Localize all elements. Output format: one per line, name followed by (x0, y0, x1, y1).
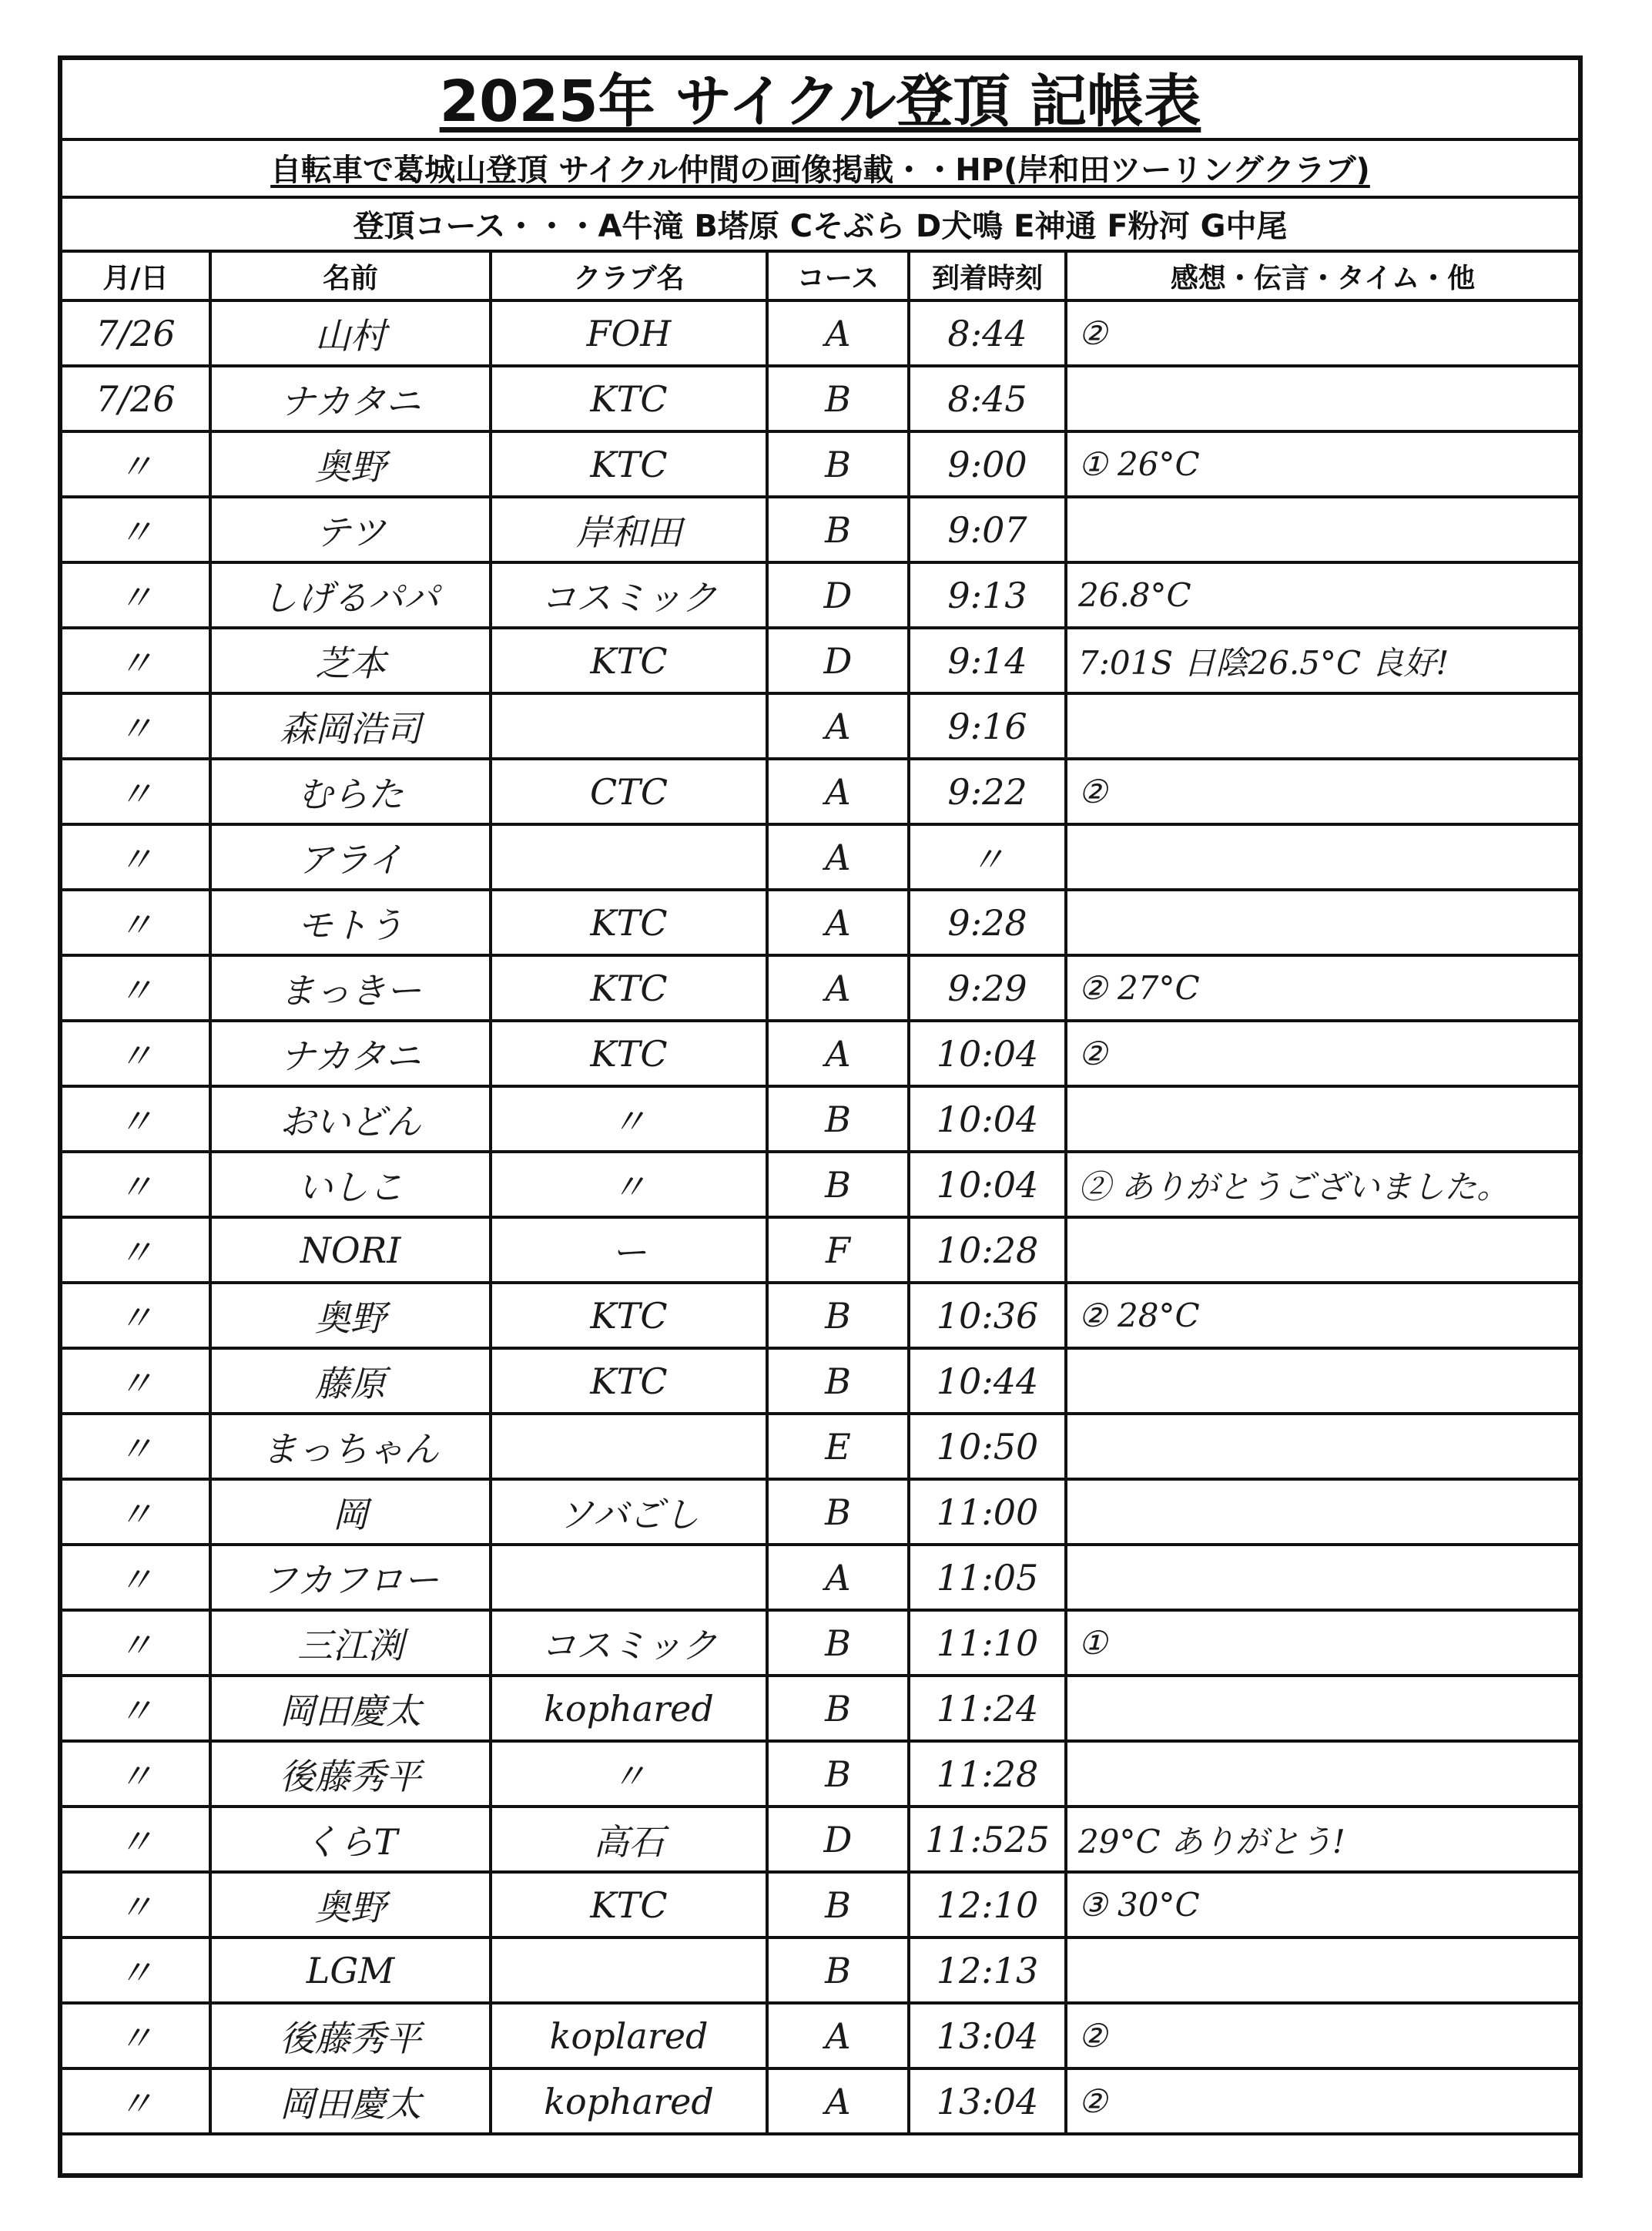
log-sheet (58, 55, 1583, 2178)
cell-date: 〃 (62, 824, 210, 890)
cell-course: B (767, 1283, 909, 1348)
cell-name: 芝本 (210, 628, 491, 693)
cell-name: 岡 (210, 1479, 491, 1545)
col-comment: 感想・伝言・タイム・他 (1066, 253, 1578, 300)
cell-comment (1066, 1086, 1578, 1152)
cell-date: 〃 (62, 1545, 210, 1610)
cell-time: 10:04 (909, 1152, 1066, 1217)
cell-course: E (767, 1414, 909, 1479)
cell-club: KTC (491, 628, 767, 693)
table-row (62, 1086, 1578, 1152)
cell-club: 〃 (491, 1086, 767, 1152)
cell-time: 9:07 (909, 497, 1066, 562)
subtitle (62, 141, 1578, 199)
cell-course: B (767, 1152, 909, 1217)
table-row (62, 1807, 1578, 1872)
cell-date: 〃 (62, 1414, 210, 1479)
cell-club: コスミック (491, 562, 767, 628)
cell-name: 奥野 (210, 431, 491, 497)
cell-time: 11:05 (909, 1545, 1066, 1610)
cell-club: 〃 (491, 1741, 767, 1807)
cell-name: アライ (210, 824, 491, 890)
cell-date: 〃 (62, 1348, 210, 1414)
cell-time: 11:00 (909, 1479, 1066, 1545)
cell-time: 13:04 (909, 2003, 1066, 2068)
table-row (62, 1545, 1578, 1610)
table-row (62, 628, 1578, 693)
cell-comment: ② (1066, 759, 1578, 824)
cell-name: ナカタニ (210, 1021, 491, 1086)
cell-name: 山村 (210, 300, 491, 366)
cell-time: 9:29 (909, 955, 1066, 1021)
cell-date: 〃 (62, 1676, 210, 1741)
cell-time: 11:28 (909, 1741, 1066, 1807)
cell-time: 10:04 (909, 1086, 1066, 1152)
cell-comment: 29°C ありがとう! (1066, 1807, 1578, 1872)
cell-comment (1066, 366, 1578, 431)
cell-comment: ② 27°C (1066, 955, 1578, 1021)
cell-name: ナカタニ (210, 366, 491, 431)
cell-name: おいどん (210, 1086, 491, 1152)
cell-date: 〃 (62, 2068, 210, 2134)
cell-club: FOH (491, 300, 767, 366)
table-row (62, 693, 1578, 759)
cell-time: 9:00 (909, 431, 1066, 497)
cell-comment (1066, 497, 1578, 562)
table-row (62, 890, 1578, 955)
cell-comment: ① 26°C (1066, 431, 1578, 497)
cell-course: A (767, 955, 909, 1021)
cell-club: KTC (491, 366, 767, 431)
cell-name: 奥野 (210, 1283, 491, 1348)
table-row (62, 562, 1578, 628)
cell-name: フカフロー (210, 1545, 491, 1610)
cell-club: 〃 (491, 1152, 767, 1217)
cell-time: 9:14 (909, 628, 1066, 693)
cell-date: 〃 (62, 1741, 210, 1807)
subtitle-text: 自転車で葛城山登頂 サイクル仲間の画像掲載・・HP(岸和田ツーリングクラブ) (270, 153, 1370, 188)
cell-date: 〃 (62, 1807, 210, 1872)
table-row (62, 955, 1578, 1021)
cell-club: CTC (491, 759, 767, 824)
table-row (62, 1610, 1578, 1676)
cell-course: B (767, 497, 909, 562)
col-time: 到着時刻 (909, 253, 1066, 300)
cell-date: 7/26 (62, 300, 210, 366)
cell-comment (1066, 824, 1578, 890)
cell-date: 〃 (62, 1152, 210, 1217)
table-row (62, 1348, 1578, 1414)
cell-date: 〃 (62, 1086, 210, 1152)
cell-name: まっちゃん (210, 1414, 491, 1479)
col-club: クラブ名 (491, 253, 767, 300)
cell-club: KTC (491, 431, 767, 497)
cell-comment (1066, 1348, 1578, 1414)
cell-name: まっきー (210, 955, 491, 1021)
cell-date: 〃 (62, 497, 210, 562)
cell-date: 〃 (62, 759, 210, 824)
cell-comment: ② (1066, 1021, 1578, 1086)
cell-comment: ② (1066, 300, 1578, 366)
cell-comment: ② (1066, 2068, 1578, 2134)
cell-course: B (767, 366, 909, 431)
cell-time: 9:28 (909, 890, 1066, 955)
cell-name: くらT (210, 1807, 491, 1872)
cell-course: A (767, 2003, 909, 2068)
table-row (62, 2068, 1578, 2134)
cell-club: KTC (491, 890, 767, 955)
col-name: 名前 (210, 253, 491, 300)
col-date: 月/日 (62, 253, 210, 300)
cell-comment: 7:01S 日陰26.5°C 良好! (1066, 628, 1578, 693)
cell-date: 〃 (62, 890, 210, 955)
cell-club: KTC (491, 1283, 767, 1348)
cell-time: 10:28 (909, 1217, 1066, 1283)
cell-comment: ② 28°C (1066, 1283, 1578, 1348)
cell-course: D (767, 628, 909, 693)
cell-club: kophared (491, 1676, 767, 1741)
cell-comment (1066, 693, 1578, 759)
cell-club: KTC (491, 1348, 767, 1414)
cell-time: 〃 (909, 824, 1066, 890)
cell-name: しげるパパ (210, 562, 491, 628)
col-course: コース (767, 253, 909, 300)
cell-comment (1066, 890, 1578, 955)
table-row (62, 2003, 1578, 2068)
cell-course: D (767, 562, 909, 628)
cell-name: 藤原 (210, 1348, 491, 1414)
cell-club: KTC (491, 1872, 767, 1937)
cell-name: むらた (210, 759, 491, 824)
cell-name: 後藤秀平 (210, 1741, 491, 1807)
cell-name: NORI (210, 1217, 491, 1283)
cell-time: 10:04 (909, 1021, 1066, 1086)
cell-course: B (767, 1937, 909, 2003)
cell-name: 三江渕 (210, 1610, 491, 1676)
table-row (62, 1937, 1578, 2003)
cell-course: A (767, 1021, 909, 1086)
table-row (62, 1872, 1578, 1937)
cell-date: 〃 (62, 1021, 210, 1086)
cell-club (491, 824, 767, 890)
cell-date: 〃 (62, 431, 210, 497)
cell-date: 〃 (62, 955, 210, 1021)
cell-date: 〃 (62, 693, 210, 759)
table-row (62, 1676, 1578, 1741)
cell-comment (1066, 1937, 1578, 2003)
cell-comment (1066, 1479, 1578, 1545)
cell-club: koplared (491, 2003, 767, 2068)
cell-date: 〃 (62, 1937, 210, 2003)
cell-club (491, 1545, 767, 1610)
cell-date: 〃 (62, 1479, 210, 1545)
cell-club (491, 1414, 767, 1479)
table-row (62, 824, 1578, 890)
cell-name: 岡田慶太 (210, 1676, 491, 1741)
cell-course: A (767, 2068, 909, 2134)
table-row (62, 1283, 1578, 1348)
cell-club: KTC (491, 955, 767, 1021)
cell-time: 11:525 (909, 1807, 1066, 1872)
cell-time: 9:16 (909, 693, 1066, 759)
table-row (62, 1479, 1578, 1545)
cell-course: A (767, 1545, 909, 1610)
cell-course: B (767, 1479, 909, 1545)
cell-club: コスミック (491, 1610, 767, 1676)
page-title: 2025年 サイクル登頂 記帳表 (62, 60, 1578, 141)
cell-name: テツ (210, 497, 491, 562)
cell-course: B (767, 431, 909, 497)
log-body (62, 300, 1578, 2134)
cell-club: kophared (491, 2068, 767, 2134)
cell-comment (1066, 1676, 1578, 1741)
cell-comment: ① (1066, 1610, 1578, 1676)
cell-course: B (767, 1348, 909, 1414)
cell-course: A (767, 300, 909, 366)
cell-course: B (767, 1676, 909, 1741)
cell-name: 後藤秀平 (210, 2003, 491, 2068)
cell-time: 9:22 (909, 759, 1066, 824)
cell-time: 11:10 (909, 1610, 1066, 1676)
cell-time: 13:04 (909, 2068, 1066, 2134)
cell-club: ー (491, 1217, 767, 1283)
cell-date: 〃 (62, 1610, 210, 1676)
table-row (62, 1741, 1578, 1807)
cell-date: 〃 (62, 2003, 210, 2068)
cell-course: F (767, 1217, 909, 1283)
cell-comment (1066, 1217, 1578, 1283)
cell-course: D (767, 1807, 909, 1872)
table-row (62, 497, 1578, 562)
table-row (62, 1217, 1578, 1283)
cell-club: 岸和田 (491, 497, 767, 562)
table-row (62, 1021, 1578, 1086)
log-table (62, 253, 1578, 2135)
cell-course: A (767, 759, 909, 824)
cell-time: 12:13 (909, 1937, 1066, 2003)
cell-course: A (767, 693, 909, 759)
cell-club (491, 1937, 767, 2003)
cell-club: ソバごし (491, 1479, 767, 1545)
cell-comment (1066, 1741, 1578, 1807)
cell-time: 10:36 (909, 1283, 1066, 1348)
cell-date: 〃 (62, 1217, 210, 1283)
course-legend: 登頂コース・・・A牛滝 B塔原 Cそぶら D犬鳴 E神通 F粉河 G中尾 (62, 199, 1578, 253)
cell-club (491, 693, 767, 759)
cell-time: 11:24 (909, 1676, 1066, 1741)
table-row (62, 431, 1578, 497)
cell-time: 10:50 (909, 1414, 1066, 1479)
cell-course: A (767, 824, 909, 890)
cell-time: 9:13 (909, 562, 1066, 628)
cell-date: 〃 (62, 562, 210, 628)
table-row (62, 1152, 1578, 1217)
cell-name: 岡田慶太 (210, 2068, 491, 2134)
cell-club: KTC (491, 1021, 767, 1086)
cell-comment (1066, 1414, 1578, 1479)
table-row (62, 366, 1578, 431)
table-row (62, 300, 1578, 366)
cell-time: 8:45 (909, 366, 1066, 431)
cell-comment: ③ 30°C (1066, 1872, 1578, 1937)
cell-comment: 26.8°C (1066, 562, 1578, 628)
cell-name: モトう (210, 890, 491, 955)
cell-course: B (767, 1086, 909, 1152)
cell-name: 奥野 (210, 1872, 491, 1937)
cell-name: LGM (210, 1937, 491, 2003)
cell-time: 12:10 (909, 1872, 1066, 1937)
cell-date: 〃 (62, 1283, 210, 1348)
cell-course: B (767, 1872, 909, 1937)
cell-time: 8:44 (909, 300, 1066, 366)
cell-course: B (767, 1741, 909, 1807)
cell-name: 森岡浩司 (210, 693, 491, 759)
cell-date: 〃 (62, 1872, 210, 1937)
table-row (62, 1414, 1578, 1479)
cell-comment: ② ありがとうございました。 (1066, 1152, 1578, 1217)
cell-course: A (767, 890, 909, 955)
cell-course: B (767, 1610, 909, 1676)
cell-club: 高石 (491, 1807, 767, 1872)
cell-name: いしこ (210, 1152, 491, 1217)
cell-date: 7/26 (62, 366, 210, 431)
cell-comment: ② (1066, 2003, 1578, 2068)
cell-time: 10:44 (909, 1348, 1066, 1414)
cell-comment (1066, 1545, 1578, 1610)
table-row (62, 759, 1578, 824)
cell-date: 〃 (62, 628, 210, 693)
header-row (62, 253, 1578, 300)
